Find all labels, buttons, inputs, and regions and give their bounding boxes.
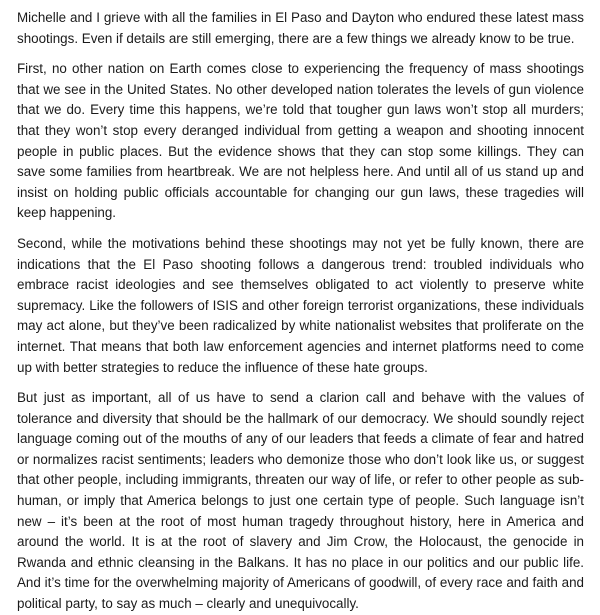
- paragraph-second-point: Second, while the motivations behind these shootings may not yet be fully known, there are indications that the El Paso shooting follows a dangerous trend: troubled individuals who embrace racist ideologies and see themselves obligated to act violently to preserve white supremacy. Like the followers of ISIS and other foreign terrorist organizations, these individuals may act alone, but they’ve been radicalized by white nationalist websites that proliferate on the internet. That means that both law enforcement agencies and internet platforms need to come up with better strategies to reduce the influence of these hate groups.: [17, 235, 584, 375]
- paragraph-opening: Michelle and I grieve with all the families in El Paso and Dayton who endured these latest mass shootings. Even if details are still emerging, there are a few things we already know to be true.: [17, 10, 584, 46]
- paragraph-closing: But just as important, all of us have to send a clarion call and behave with the values of tolerance and diversity that should be the hallmark of our democracy. We should soundly reject language coming out of the mouths of any of our leaders that feeds a climate of fear and hatred or normalizes racist sentiments; leaders who demonize those who don’t look like us, or suggest that other people, including immigrants, threaten our way of life, or refer to other people as sub-human, or imply that America belongs to just one certain type of people. Such language isn’t new – it’s been at the root of most human tragedy throughout history, here in America and around the world. It is at the root of slavery and Jim Crow, the Holocaust, the genocide in Rwanda and ethnic cleansing in the Balkans. It has no place in our politics and our public life. And it’s time for the overwhelming majority of Americans of goodwill, of every race and faith and political party, to say as much – clearly and unequivocally.: [17, 390, 584, 612]
- paragraph-first-point: First, no other nation on Earth comes close to experiencing the frequency of mass shootings that we see in the United States. No other developed nation tolerates the levels of gun violence that we do. Every time this happens, we’re told that tougher gun laws won’t stop all murders; that they won’t stop every deranged individual from getting a weapon and shooting innocent people in public places. But the evidence shows that they can stop some killings. They can save some families from heartbreak. We are not helpless here. And until all of us stand up and insist on holding public officials accountable for changing our gun laws, these tragedies will keep happening.: [17, 61, 584, 221]
